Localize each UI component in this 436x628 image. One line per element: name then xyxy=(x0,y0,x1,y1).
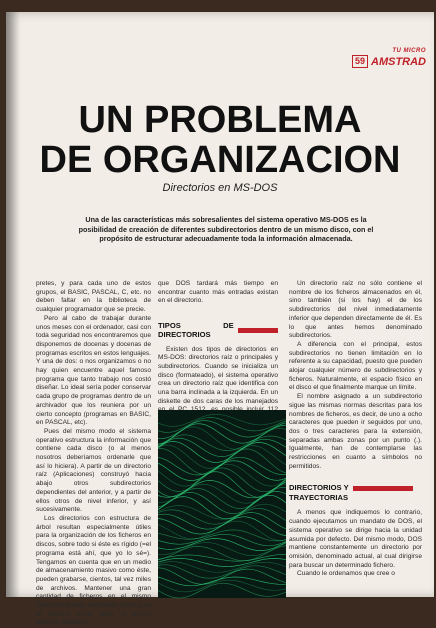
section-heading-line-2: TRAYECTORIAS xyxy=(289,493,349,503)
paragraph: Pues del mismo modo el sistema operativo estructura la información que contiene cada disco (o al menos nosotros deberíamos ordenarle que así lo hiciera). A partir de un directorio raíz (Aplicaciones) construyó hacia abajo otros subdirectorios dependientes del anterior, y a partir de ellos otros de nivel inferior, y así sucesivamente. xyxy=(36,427,151,514)
illustration-line xyxy=(158,495,286,519)
illustration-line xyxy=(158,539,286,551)
paragraph: A diferencia con el principal, estos subdirectorios no tienen limitación en lo referente a su capacidad, puesto que pueden alojar cualquier número de subdirectorios y ficheros. Naturalmente, el espacio físico en el disco el que finalmente marque un límite. xyxy=(289,340,422,392)
section-heading-text: TIPOS DE DIRECTORIOS xyxy=(158,321,234,339)
illustration-line xyxy=(158,424,286,445)
magazine-sub-label: TU MICRO xyxy=(392,48,426,54)
illustration-line xyxy=(158,418,286,433)
illustration-line xyxy=(158,565,286,578)
paragraph: A menos que indiquemos lo contrario, cuando ejecutamos un mandato de DOS, el sistema operativo se dirige hacia la unidad asumida por defecto. Del mismo modo, DOS mantiene constantemente un directorio por omisión, denominado actual, al cual dirigirse para buscar un determinado fichero. xyxy=(289,509,422,569)
section-heading xyxy=(289,483,422,503)
paragraph: Los directorios con estructura de árbol resultan especialmente útiles para la organización de los ficheros en discos, sobre todo si éste es rígido (=el programa está ahí, que yo lo sé=). Tengamos en cuenta que en un medio de almacenamiento masivo como éste, pueden grabarse, cientos, tal vez miles de archivos. Mantener una gran cantidad de ficheros en el mismo directorio resulta ineficiente tanto para el usuario como para el propio sistema, debido a xyxy=(36,514,151,627)
section-heading-line-1: DIRECTORIOS Y xyxy=(289,483,349,493)
magazine-page xyxy=(6,12,434,627)
illustration-line xyxy=(158,414,286,426)
paragraph: que DOS tardará más tiempo en encontrar cuanto más entradas existan en el directorio. xyxy=(158,280,278,305)
section-heading xyxy=(158,322,278,339)
paragraph: Pero al cabo de trabajar durante unos meses con el ordenador, casi con toda seguridad nos encontraremos que disponemos de docenas y docenas de programas escritos en estos lenguajes. Y una de dos: o nos organizamos o no hay quien encuentre aquel famoso programa que tanto trabajo nos costó diseñar. Lo ideal sería poder conservar cada grupo de programas dentro de un archivador que los reuniera por un cierto concepto (programas en BASIC, en PASCAL, etc). xyxy=(36,314,151,427)
red-accent-bar xyxy=(238,328,278,333)
paragraph: Un directorio raíz no sólo contiene el nombre de los ficheros almacenados en él, sino también (si los hay) el de los subdirectorios del nivel inmediatamente inferior que dependen directamente de él. Es lo que antes hemos denominado subdirectorios. xyxy=(289,280,422,340)
title-line-2: DE ORGANIZACION xyxy=(39,139,401,181)
title-line-1: UN PROBLEMA xyxy=(78,99,362,141)
article-title xyxy=(6,100,434,180)
page-number: 59 xyxy=(352,55,368,68)
illustration-line xyxy=(158,580,286,592)
red-accent-bar xyxy=(353,486,413,491)
paragraph: pretes, y para cada uno de estos grupos, el BASIC, PASCAL, C, etc. no deben faltar en la biblioteca de cualquier programador que se precie. xyxy=(36,280,151,314)
illustration-line xyxy=(158,521,286,540)
paragraph: Existen dos tipos de directorios en MS-DOS: directorios raíz o principales y subdirectorios. Cuando se inicializa un disco (formateado), el sistema operativo crea un directorio raíz que identifica con una barra inclinada a la izquierda. En un diskette de dos caras de los manejados xyxy=(158,345,278,405)
abstract-lines-graphic xyxy=(158,410,286,598)
article-lead: Una de las características más sobresalientes del sistema operativo MS-DOS es la posibilidad de creación de diferentes subdirectorios dentro de un mismo disco, con el propósito de estructurar adecuadamente toda la información almacenada. xyxy=(78,215,374,244)
magazine-brand xyxy=(352,48,426,68)
article-subtitle: Directorios en MS-DOS xyxy=(162,182,278,194)
illustration-line xyxy=(158,438,286,457)
magazine-name: AMSTRAD xyxy=(371,55,426,68)
illustration-line xyxy=(158,554,286,561)
paragraph: Cuando le ordenamos que cree o xyxy=(297,570,395,578)
text-column-1 xyxy=(36,280,151,628)
text-column-3 xyxy=(289,280,422,579)
illustration-line xyxy=(158,468,286,492)
article-illustration xyxy=(158,410,286,598)
paragraph: El nombre asignado a un subdirectorio sigue las mismas normas descritas para los nombres de ficheros, es decir, de uno a ocho caracteres que pueden ir seguidos por uno, dos o tres caracteres para la extensión, separadas ambas zonas por un punto (.). Igualmente, han de contemplarse las restricciones en cuanto a símbolos no permitidos. xyxy=(289,393,422,470)
